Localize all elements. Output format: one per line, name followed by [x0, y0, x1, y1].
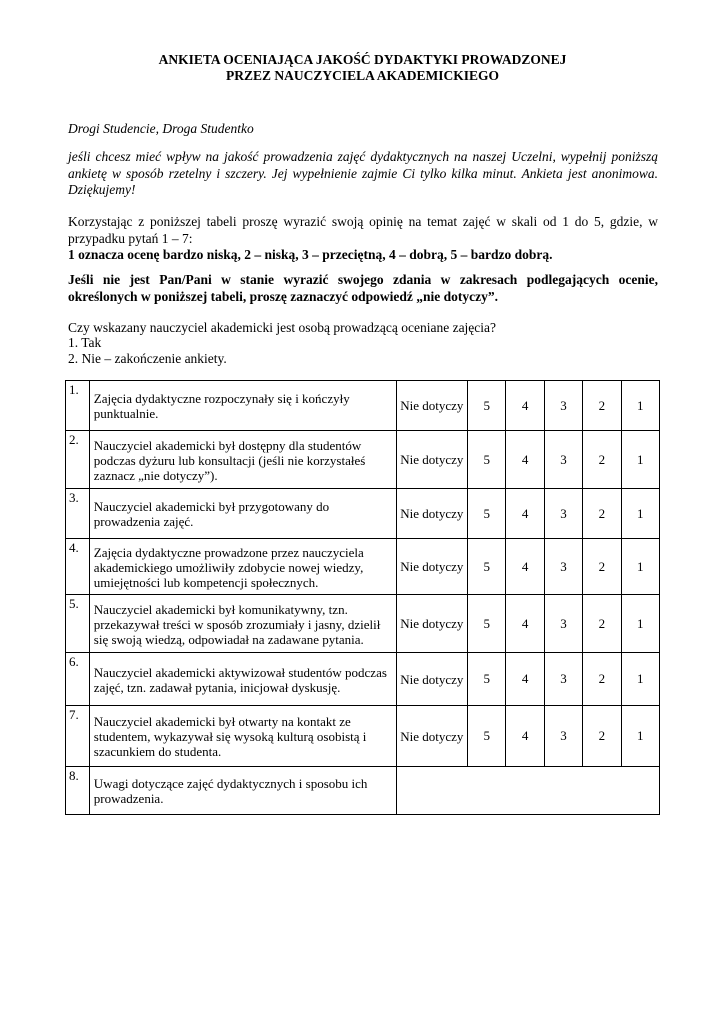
score-option-5[interactable]: 5	[468, 539, 506, 595]
score-option-5[interactable]: 5	[468, 489, 506, 539]
instruction-paragraph: Korzystając z poniższej tabeli proszę wyrazić swoją opinię na temat zajęć w skali od 1 do 5, gdzie, w przypadku pytań 1 – 7:	[68, 214, 658, 246]
score-option-2[interactable]: 2	[583, 489, 621, 539]
score-option-4[interactable]: 4	[506, 431, 544, 489]
score-option-1[interactable]: 1	[621, 653, 659, 706]
not-applicable-option[interactable]: Nie dotyczy	[396, 706, 467, 767]
not-applicable-notice: Jeśli nie jest Pan/Pani w stanie wyrazić swojego zdania w zakresach podlegających ocenie, określonych w poniższej tabeli, proszę zaznaczyć odpowiedź „nie dotyczy”.	[68, 272, 658, 304]
score-option-3[interactable]: 3	[544, 653, 582, 706]
table-row	[66, 653, 660, 706]
not-applicable-option[interactable]: Nie dotyczy	[396, 431, 467, 489]
score-option-4[interactable]: 4	[506, 595, 544, 653]
row-question: Nauczyciel akademicki był otwarty na kontakt ze studentem, wykazywał się wysoką kulturą osobistą i szacunkiem do studenta.	[89, 706, 396, 767]
score-option-3[interactable]: 3	[544, 489, 582, 539]
row-question: Nauczyciel akademicki był komunikatywny, tzn. przekazywał treści w sposób zrozumiały i jasny, dzielił się swoją wiedzą, odpowiadał na zadawane pytania.	[89, 595, 396, 653]
scale-legend: 1 oznacza ocenę bardzo niską, 2 – niską, 3 – przeciętną, 4 – dobrą, 5 – bardzo dobrą.	[68, 247, 553, 262]
row-question: Uwagi dotyczące zajęć dydaktycznych i sposobu ich prowadzenia.	[89, 767, 396, 815]
table-row	[66, 767, 660, 815]
table-row	[66, 595, 660, 653]
score-option-5[interactable]: 5	[468, 706, 506, 767]
screening-option-yes[interactable]: 1. Tak	[68, 335, 102, 350]
row-question: Nauczyciel akademicki był przygotowany do prowadzenia zajęć.	[89, 489, 396, 539]
not-applicable-option[interactable]: Nie dotyczy	[396, 489, 467, 539]
score-option-5[interactable]: 5	[468, 381, 506, 431]
score-option-2[interactable]: 2	[583, 706, 621, 767]
score-option-4[interactable]: 4	[506, 706, 544, 767]
score-option-5[interactable]: 5	[468, 431, 506, 489]
score-option-1[interactable]: 1	[621, 381, 659, 431]
intro-paragraph: jeśli chcesz mieć wpływ na jakość prowadzenia zajęć dydaktycznych na naszej Uczelni, wypełnij poniższą ankietę w sposób rzetelny i szczery. Jej wypełnienie zajmie Ci tylko kilka minut. Ankieta jest anonimowa. Dziękujemy!	[68, 149, 658, 197]
row-question: Nauczyciel akademicki aktywizował studentów podczas zajęć, tzn. zadawał pytania, inicjował dyskusję.	[89, 653, 396, 706]
score-option-3[interactable]: 3	[544, 539, 582, 595]
score-option-2[interactable]: 2	[583, 431, 621, 489]
page-title: ANKIETA OCENIAJĄCA JAKOŚĆ DYDAKTYKI PROWADZONEJ	[158, 52, 567, 67]
comments-field[interactable]	[396, 767, 659, 815]
row-question: Zajęcia dydaktyczne rozpoczynały się i kończyły punktualnie.	[89, 381, 396, 431]
table-row	[66, 539, 660, 595]
score-option-5[interactable]: 5	[468, 595, 506, 653]
score-option-2[interactable]: 2	[583, 539, 621, 595]
score-option-1[interactable]: 1	[621, 706, 659, 767]
score-option-2[interactable]: 2	[583, 595, 621, 653]
score-option-3[interactable]: 3	[544, 381, 582, 431]
score-option-3[interactable]: 3	[544, 431, 582, 489]
table-row	[66, 489, 660, 539]
score-option-3[interactable]: 3	[544, 595, 582, 653]
row-number: 6.	[66, 653, 90, 706]
screening-question: Czy wskazany nauczyciel akademicki jest osobą prowadzącą oceniane zajęcia?	[68, 320, 497, 335]
score-option-1[interactable]: 1	[621, 431, 659, 489]
score-option-4[interactable]: 4	[506, 653, 544, 706]
score-option-1[interactable]: 1	[621, 539, 659, 595]
row-number: 5.	[66, 595, 90, 653]
score-option-4[interactable]: 4	[506, 539, 544, 595]
not-applicable-option[interactable]: Nie dotyczy	[396, 595, 467, 653]
row-question: Nauczyciel akademicki był dostępny dla studentów podczas dyżuru lub konsultacji (jeśli nie korzystałeś zaznacz „nie dotyczy”).	[89, 431, 396, 489]
row-number: 1.	[66, 381, 90, 431]
score-option-1[interactable]: 1	[621, 595, 659, 653]
score-option-4[interactable]: 4	[506, 489, 544, 539]
score-option-3[interactable]: 3	[544, 706, 582, 767]
not-applicable-option[interactable]: Nie dotyczy	[396, 653, 467, 706]
score-option-4[interactable]: 4	[506, 381, 544, 431]
row-number: 3.	[66, 489, 90, 539]
row-number: 8.	[66, 767, 90, 815]
score-option-2[interactable]: 2	[583, 653, 621, 706]
score-option-2[interactable]: 2	[583, 381, 621, 431]
table-row	[66, 706, 660, 767]
not-applicable-option[interactable]: Nie dotyczy	[396, 381, 467, 431]
screening-option-no[interactable]: 2. Nie – zakończenie ankiety.	[68, 351, 227, 366]
rating-table	[65, 380, 660, 815]
table-row	[66, 381, 660, 431]
table-row	[66, 431, 660, 489]
score-option-5[interactable]: 5	[468, 653, 506, 706]
row-number: 7.	[66, 706, 90, 767]
row-question: Zajęcia dydaktyczne prowadzone przez nauczyciela akademickiego umożliwiły zdobycie nowej wiedzy, umiejętności lub kompetencji społecznych.	[89, 539, 396, 595]
not-applicable-option[interactable]: Nie dotyczy	[396, 539, 467, 595]
score-option-1[interactable]: 1	[621, 489, 659, 539]
page-subtitle: PRZEZ NAUCZYCIELA AKADEMICKIEGO	[225, 68, 500, 83]
row-number: 4.	[66, 539, 90, 595]
greeting: Drogi Studencie, Droga Studentko	[68, 121, 254, 136]
row-number: 2.	[66, 431, 90, 489]
